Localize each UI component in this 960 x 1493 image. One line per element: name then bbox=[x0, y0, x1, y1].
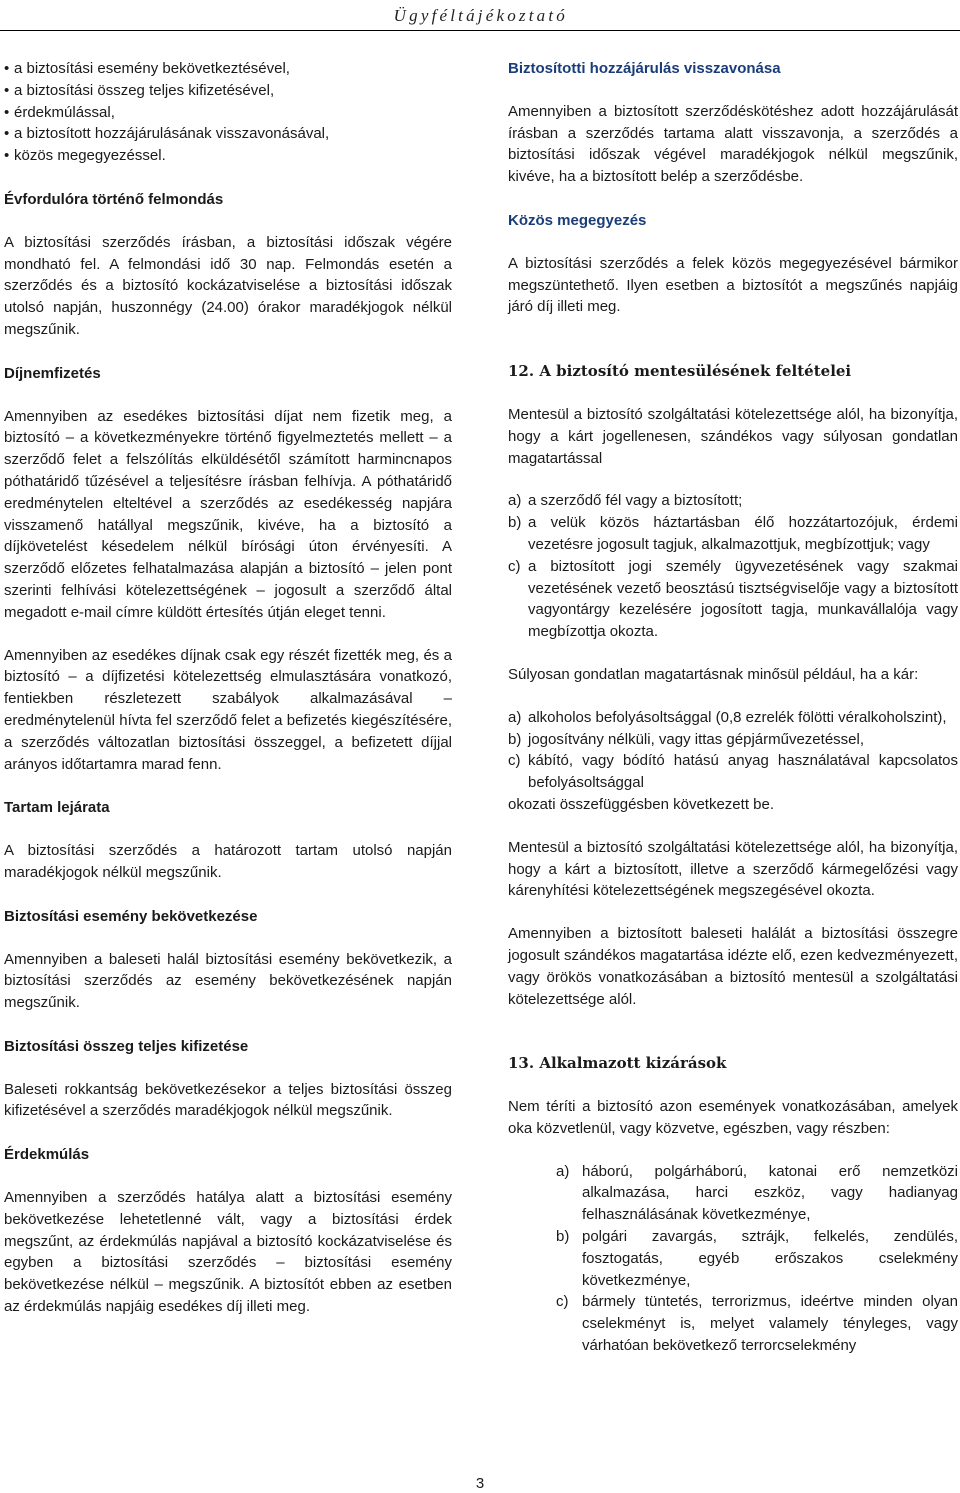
list-item-label: c) bbox=[508, 557, 521, 575]
gross-negligence-list bbox=[508, 707, 958, 794]
list-item-label: c) bbox=[556, 1293, 569, 1311]
liable-parties-list bbox=[508, 490, 958, 643]
section-heading-13: 13. Alkalmazott kizárások bbox=[508, 1054, 727, 1073]
section-heading-consent-withdrawal: Biztosítotti hozzájárulás visszavonása bbox=[508, 60, 781, 77]
exclusions-list-wrapper bbox=[508, 1161, 958, 1357]
list-item bbox=[556, 1226, 958, 1291]
section-heading-lapse-of-interest: Érdekmúlás bbox=[4, 1146, 90, 1164]
list-item-text: a velük közös háztartásban élő hozzátartozójuk, érdemi vezetésre jogosult tagjuk, alkalmazottjuk, megbízottjuk; vagy bbox=[528, 514, 958, 553]
paragraph: Amennyiben az esedékes biztosítási díjat nem fizetik meg, a biztosító – a következményekre történő figyelmeztetés mellett – a szerződő felet a felszólítás elküldésétől számított harmincnapos póthatáridő tűzésével a teljesítésre írásban felhívja. A póthatáridő eredménytelen elteltével a szerződés az esedékesség napjára visszamenő hatállyal megszűnik, kivéve, ha a biztosító a díjkövetelést késedelem nélkül bírósági úton érvényesíti. A szerződő előzetes felhatalmazása alapján a biztosító – jelen pont szerinti felhívási kötelezettségének – jogosult a szerződő által megadott e-mail címre küldött értesítés útján eleget tenni. bbox=[4, 407, 452, 621]
list-item bbox=[508, 750, 958, 794]
section-heading-mutual-agreement: Közös megegyezés bbox=[508, 211, 647, 229]
section-heading-term-expiry: Tartam lejárata bbox=[4, 799, 110, 817]
list-item-label: a) bbox=[556, 1162, 570, 1180]
paragraph: Amennyiben az esedékes díjnak csak egy részét fizették meg, és a biztosító – a díjfizetési kötelezettség elmulasztására vonatkozó, fentiekben részletezett szabályok alkalmazásával – eredménytelenül hívta fel szerződő felet a befizetés kiegészítésére, a szerződés változatlan biztosítási összeggel, a befizetett díjjal arányos időtartamra marad fenn. bbox=[4, 646, 452, 773]
paragraph: Amennyiben a biztosított baleseti halálát a biztosítási összegre jogosult szándékos magatartása idézte elő, ezen kedvezményezett, vagy örökös vonatkozásában a biztosító mentesül a szolgáltatási kötelezettsége alól. bbox=[508, 925, 958, 1008]
list-item-label: a) bbox=[508, 708, 522, 726]
list-item-text: polgári zavargás, sztrájk, felkelés, zendülés, fosztogatás, egyéb erőszakos cselekmény következménye, bbox=[582, 1228, 958, 1289]
section-heading-full-payout: Biztosítási összeg teljes kifizetése bbox=[4, 1037, 249, 1055]
left-column bbox=[4, 58, 452, 1318]
list-item bbox=[556, 1161, 958, 1226]
list-item bbox=[508, 556, 958, 643]
list-item-text: a biztosított jogi személy ügyvezetésének vagy szakmai vezetésének vezető beosztású tisztségviselője vagy a biztosított vagyontárgy kezelésére jogosított tagja, munkavállalója vagy megbízottja okozta. bbox=[528, 557, 958, 641]
paragraph: Amennyiben a baleseti halál biztosítási esemény bekövetkezik, a biztosítási szerződés az esemény bekövetkezésének napján megszűnik. bbox=[4, 950, 452, 1012]
paragraph: Mentesül a biztosító szolgáltatási kötelezettsége alól, ha bizonyítja, hogy a kárt jogellenesen, szándékos vagy súlyosan gondatlan magatartással bbox=[508, 405, 958, 467]
list-item: • érdekmúlással, bbox=[4, 102, 452, 124]
paragraph: Amennyiben a biztosított szerződéskötéshez adott hozzájárulását írásban a szerződés tartama alatt visszavonja, a szerződés a biztosítási időszak végével maradékjogok nélkül megszűnik, kivéve, ha a biztosított belép a szerződésbe. bbox=[508, 102, 958, 186]
page-number: 3 bbox=[475, 1475, 485, 1492]
section-heading-nonpayment: Díjnemfizetés bbox=[4, 364, 101, 382]
list-item: • a biztosított hozzájárulásának visszavonásával, bbox=[4, 123, 452, 145]
list-item-label: b) bbox=[508, 730, 522, 748]
list-item: • közös megegyezéssel. bbox=[4, 145, 452, 167]
termination-reasons-list bbox=[4, 58, 452, 167]
exclusions-list bbox=[556, 1161, 958, 1357]
section-heading-insured-event: Biztosítási esemény bekövetkezése bbox=[4, 907, 258, 925]
list-item: • a biztosítási esemény bekövetkeztésével, bbox=[4, 58, 452, 80]
paragraph: Nem téríti a biztosító azon események vonatkozásában, amelyek oka közvetlenül, vagy közvetve, egészben, vagy részben: bbox=[508, 1098, 958, 1137]
list-item bbox=[508, 512, 958, 556]
paragraph: Mentesül a biztosító szolgáltatási kötelezettsége alól, ha bizonyítja, hogy a kárt a biztosított, illetve a szerződő kármegelőzési vagy kárenyhítési kötelezettségének megszegésével okozta. bbox=[508, 838, 958, 900]
paragraph: A biztosítási szerződés írásban, a biztosítási időszak végére mondható fel. A felmondási idő 30 nap. Felmondás esetén a szerződés és a biztosító kockázatviselése a biztosítási időszak utolsó napján, huszonnégy (24.00) órakor maradékjogok nélkül megszűnik. bbox=[4, 233, 452, 338]
list-item bbox=[508, 707, 958, 729]
list-item-text: jogosítvány nélküli, vagy ittas gépjárművezetéssel, bbox=[528, 730, 865, 748]
paragraph: Amennyiben a szerződés hatálya alatt a biztosítási esemény bekövetkezése lehetetlenné vált, vagy a biztosítási érdek megszűnt, az érdekmúlás napjával a biztosító kockázatviselése és egyben a biztosítási szerződés – biztosítási esemény bekövetkezése nélkül – megszűnik. A biztosítót ebben az esetben az érdekmúlás napjáig esedékes díj illeti meg. bbox=[4, 1189, 452, 1316]
list-item-label: c) bbox=[508, 752, 521, 770]
list-item bbox=[556, 1291, 958, 1356]
paragraph: Súlyosan gondatlan magatartásnak minősül például, ha a kár: bbox=[508, 665, 919, 683]
paragraph: A biztosítási szerződés a határozott tartam utolsó napján maradékjogok nélkül megszűnik. bbox=[4, 842, 452, 881]
right-column bbox=[508, 58, 958, 1357]
list-item-text: háború, polgárháború, katonai erő nemzetközi alkalmazása, harci eszköz, vagy hadianyag felhasználásának következménye, bbox=[582, 1162, 958, 1224]
document-header-title: Ügyféltájékoztató bbox=[393, 6, 568, 25]
list-item-label: a) bbox=[508, 492, 522, 510]
list-item bbox=[508, 729, 958, 751]
list-item-label: b) bbox=[508, 514, 522, 532]
paragraph: A biztosítási szerződés a felek közös megegyezésével bármikor megszüntethető. Ilyen esetben a biztosítót a megszűnés napjáig járó díj illeti meg. bbox=[508, 254, 958, 316]
list-item: • a biztosítási összeg teljes kifizetésével, bbox=[4, 80, 452, 102]
list-item-text: bármely tüntetés, terrorizmus, ideértve minden olyan cselekményt is, melyet valamely tényleges, vagy várhatóan bekövetkező terrorcselekmény bbox=[582, 1293, 958, 1355]
list-item bbox=[508, 490, 958, 512]
list-item-text: a szerződő fél vagy a biztosított; bbox=[528, 492, 743, 510]
section-heading-anniversary-cancellation: Évfordulóra történő felmondás bbox=[4, 190, 224, 208]
section-heading-12: 12. A biztosító mentesülésének feltételei bbox=[508, 362, 852, 381]
list-item-text: kábító, vagy bódító hatású anyag használatával kapcsolatos befolyásoltsággal bbox=[528, 752, 958, 792]
list-item-text: alkoholos befolyásoltsággal (0,8 ezrelék fölötti véralkoholszint), bbox=[528, 708, 947, 726]
paragraph: Baleseti rokkantság bekövetkezésekor a teljes biztosítási összeg kifizetésével a szerződés maradékjogok nélkül megszűnik. bbox=[4, 1080, 452, 1120]
header-divider bbox=[0, 30, 960, 31]
list-item-label: b) bbox=[556, 1228, 570, 1246]
paragraph: okozati összefüggésben következett be. bbox=[508, 795, 775, 813]
